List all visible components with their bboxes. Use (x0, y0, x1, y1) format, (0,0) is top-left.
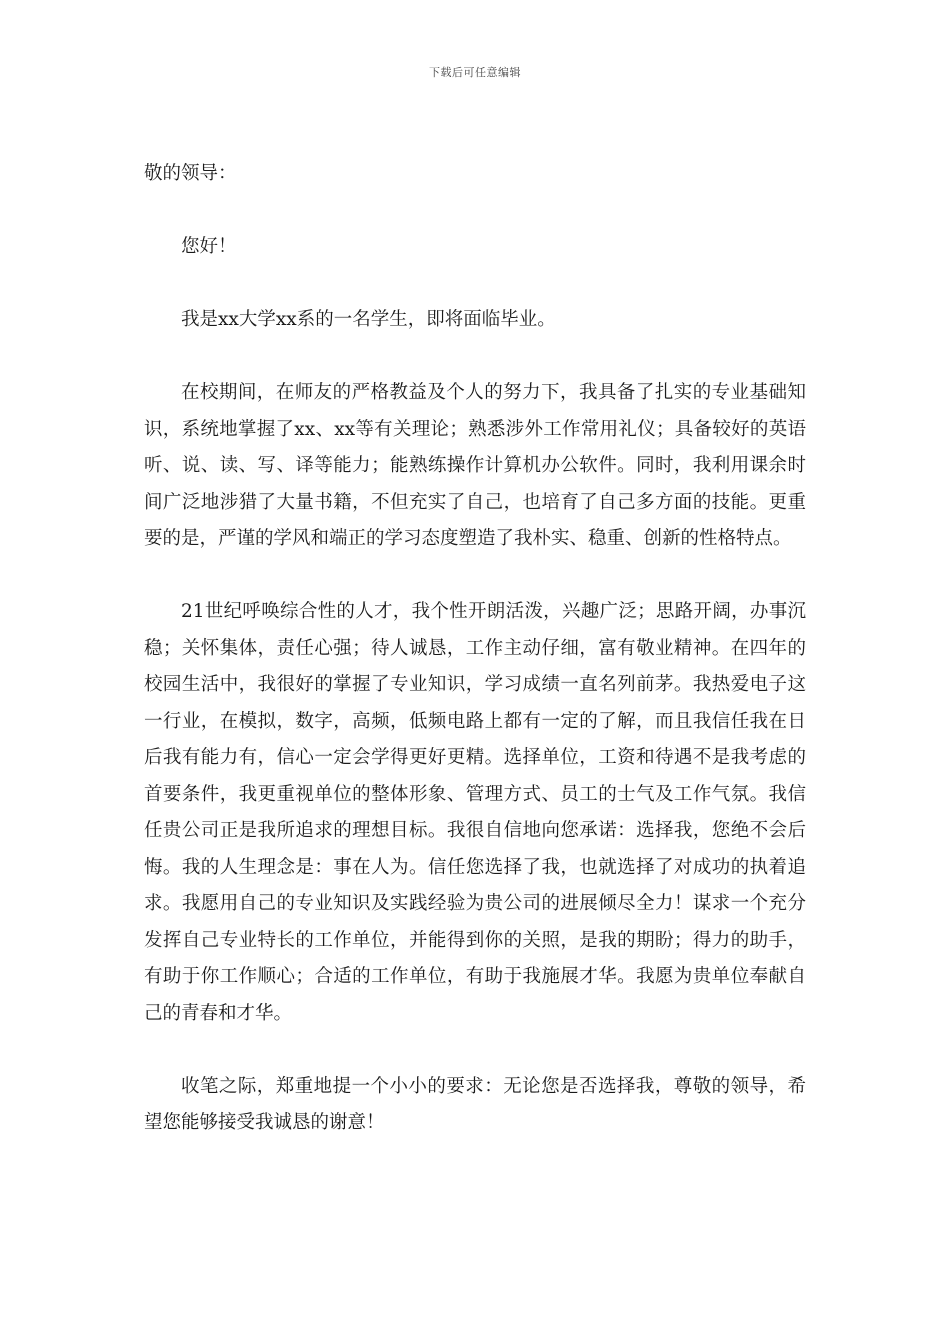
greeting: 您好！ (181, 236, 237, 257)
page-header: 下载后可任意编辑 (429, 66, 521, 79)
letter-body (144, 156, 806, 1142)
salutation: 敬的领导： (144, 163, 237, 184)
personality-paragraph: 21世纪呼唤综合性的人才，我个性开朗活泼，兴趣广泛；思路开阔，办事沉稳；关怀集体，责任心强；待人诚恳，工作主动仔细，富有敬业精神。在四年的校园生活中，我很好的掌握了专业知识，学习成绩一直名列前茅。我热爱电子这一行业，在模拟，数字，高频，低频电路上都有一定的了解，而且我信任我在日后我有能力有，信心一定会学得更好更精。选择单位，工资和待遇不是我考虑的首要条件，我更重视单位的整体形象、管理方式、员工的士气及工作气氛。我信任贵公司正是我所追求的理想目标。我很自信地向您承诺：选择我，您绝不会后悔。我的人生理念是：事在人为。信任您选择了我，也就选择了对成功的执着追求。我愿用自己的专业知识及实践经验为贵公司的进展倾尽全力！谋求一个充分发挥自己专业特长的工作单位，并能得到你的关照，是我的期盼；得力的助手，有助于你工作顺心；合适的工作单位，有助于我施展才华。我愿为贵单位奉献自己的青春和才华。 (144, 601, 806, 1024)
closing-paragraph: 收笔之际，郑重地提一个小小的要求：无论您是否选择我，尊敬的领导，希望您能够接受我诚恳的谢意！ (144, 1075, 806, 1133)
education-paragraph: 在校期间，在师友的严格教益及个人的努力下，我具备了扎实的专业基础知识，系统地掌握了xx、xx等有关理论；熟悉涉外工作常用礼仪；具备较好的英语听、说、读、写、译等能力；能熟练操作计算机办公软件。同时，我利用课余时间广泛地涉猎了大量书籍，不但充实了自己，也培育了自己多方面的技能。更重要的是，严谨的学风和端正的学习态度塑造了我朴实、稳重、创新的性格特点。 (144, 382, 806, 549)
intro-paragraph: 我是xx大学xx系的一名学生，即将面临毕业。 (181, 309, 556, 330)
